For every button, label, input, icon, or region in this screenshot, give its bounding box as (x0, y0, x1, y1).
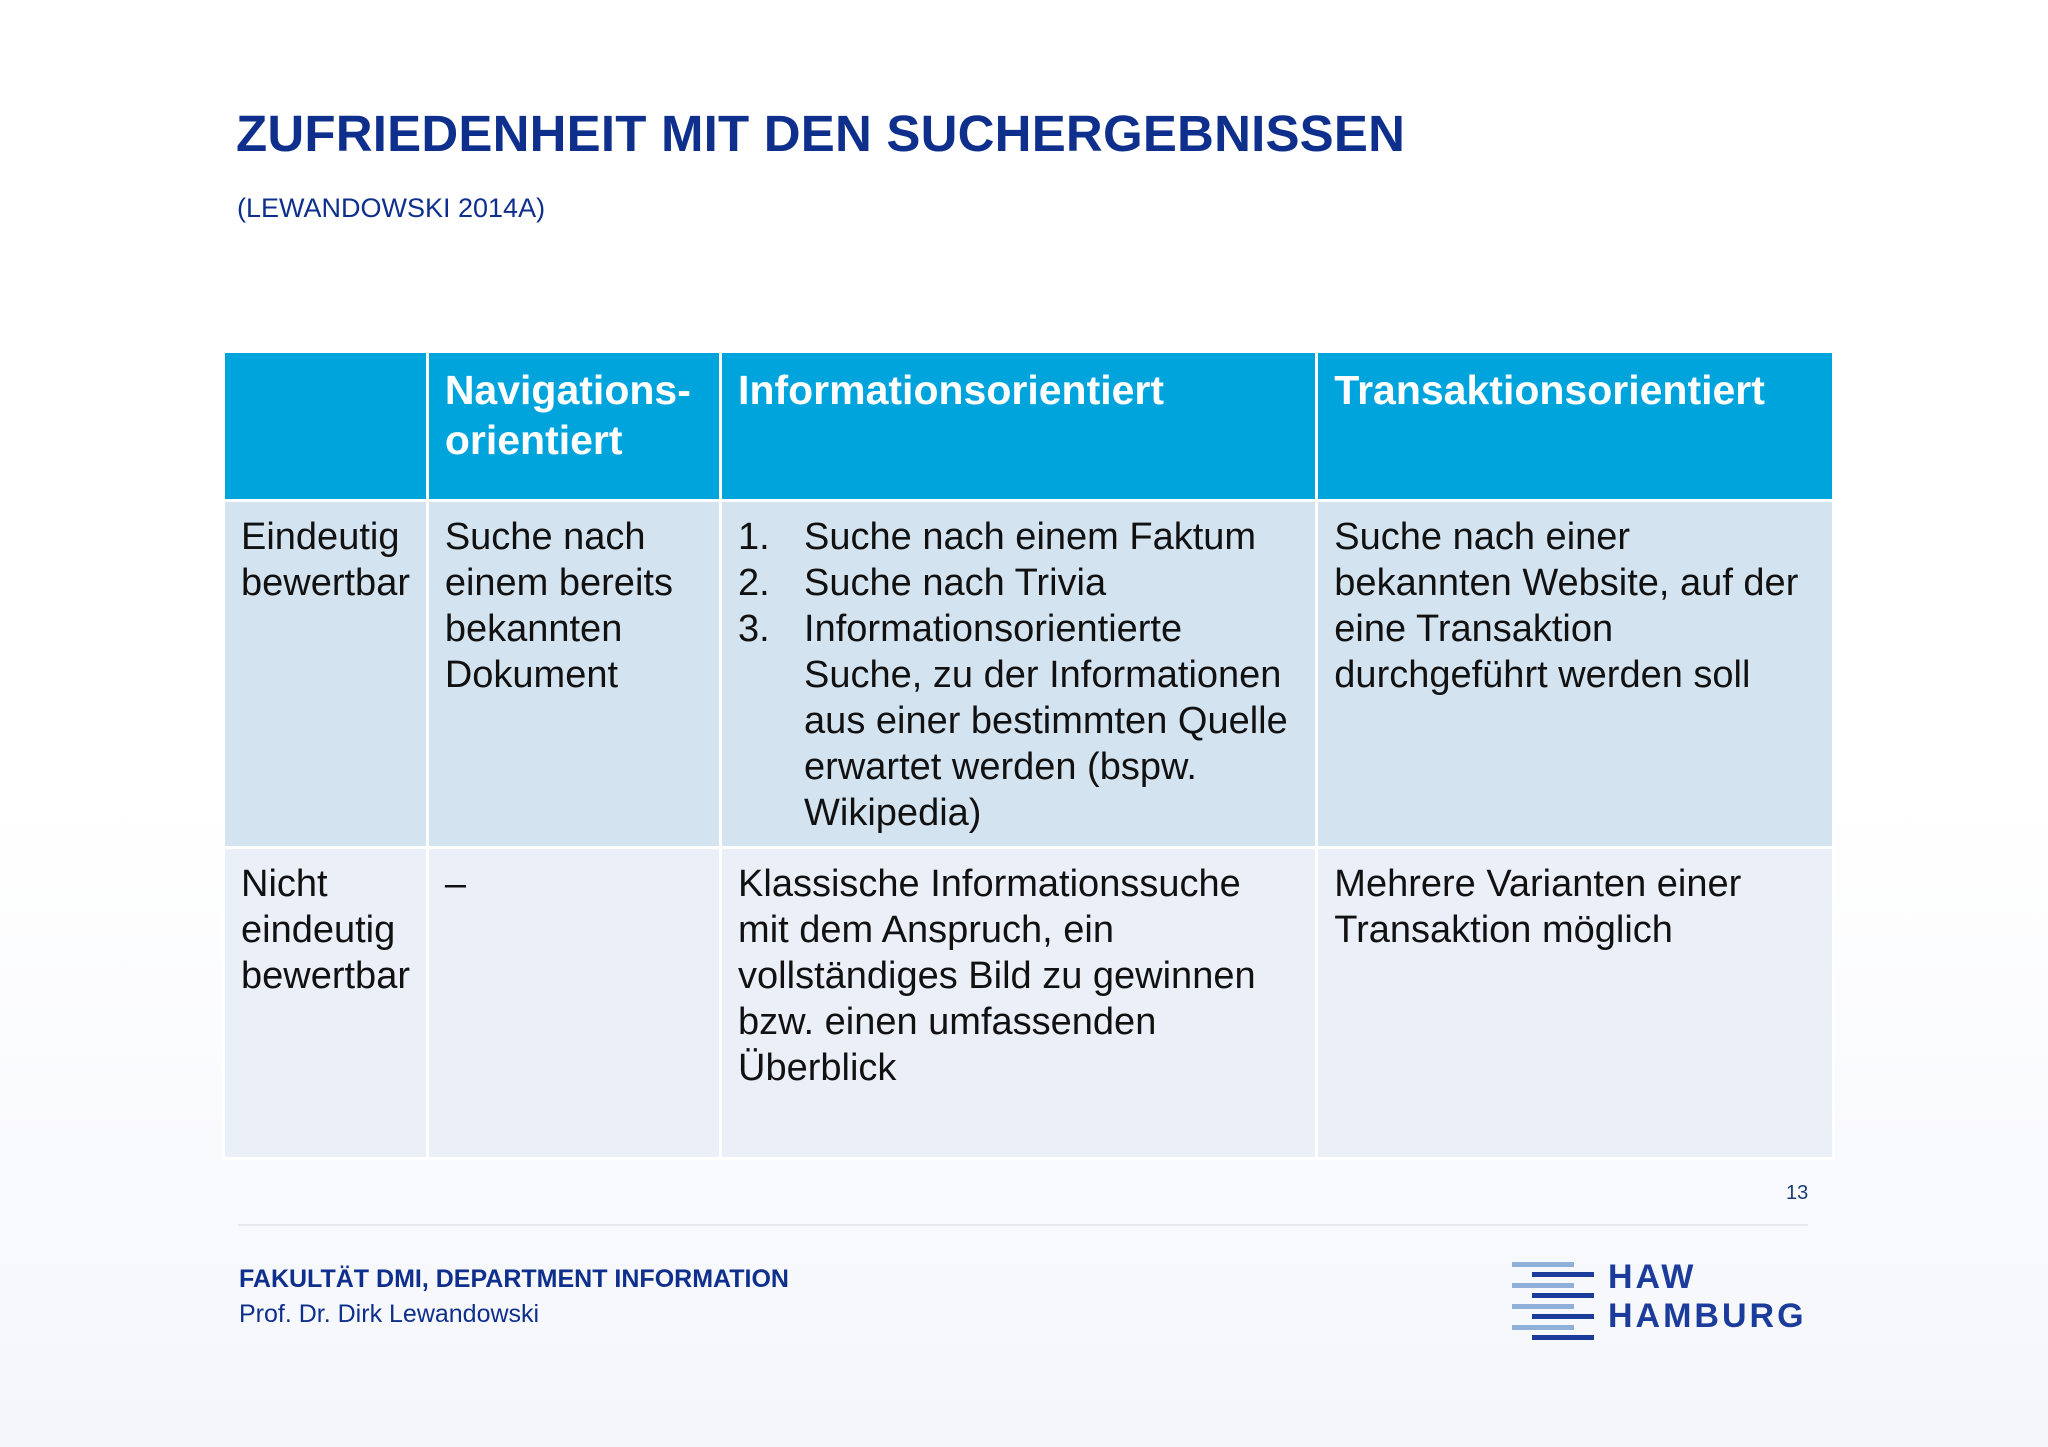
list-item (738, 560, 1299, 606)
query-type-table (222, 350, 1835, 1160)
row-label-line2: eindeutig (241, 909, 396, 951)
footer-divider (238, 1224, 1808, 1226)
haw-logo-mark-icon (1512, 1258, 1594, 1342)
haw-hamburg-logo (1512, 1258, 1812, 1342)
header-navigational-line1: Navigations- (444, 367, 691, 413)
table-row (224, 501, 1834, 848)
list-item-number: 2. (738, 562, 770, 604)
table-row (224, 848, 1834, 1159)
list-item (738, 514, 1299, 560)
footer-author: Prof. Dr. Dirk Lewandowski (239, 1300, 540, 1328)
row-label-line1: Eindeutig (241, 516, 400, 558)
header-navigational-line2: orientiert (444, 417, 623, 463)
list-item-number: 3. (738, 608, 770, 650)
cell-informational (721, 501, 1317, 848)
cell-transactional: Suche nach einer bekannten Website, auf der eine Transaktion durchgeführt werden soll (1317, 501, 1834, 848)
list-item-text: Suche nach Trivia (804, 562, 1107, 604)
header-empty-cell (224, 352, 428, 501)
table-header-row (224, 352, 1834, 501)
row-label-clearly-assessable (224, 501, 428, 848)
row-label-line2: bewertbar (241, 562, 410, 604)
logo-line2: HAMBURG (1608, 1297, 1807, 1335)
slide-subtitle: (LEWANDOWSKI 2014A) (237, 193, 546, 223)
footer-department: FAKULTÄT DMI, DEPARTMENT INFORMATION (239, 1265, 789, 1293)
cell-navigational: Suche nach einem bereits bekannten Dokument (427, 501, 720, 848)
cell-transactional: Mehrere Varianten einer Transaktion möglich (1317, 848, 1834, 1159)
page-number: 13 (1786, 1182, 1809, 1204)
header-transactional: Transaktionsorientiert (1317, 352, 1834, 501)
header-navigational (427, 352, 720, 501)
row-label-line1: Nicht (241, 863, 328, 905)
haw-logo-wordmark (1608, 1258, 1807, 1336)
cell-informational: Klassische Informationssuche mit dem Anspruch, ein vollständiges Bild zu gewinnen bzw. einen umfassenden Überblick (721, 848, 1317, 1159)
slide-title: ZUFRIEDENHEIT MIT DEN SUCHERGEBNISSEN (236, 105, 1406, 162)
informational-numbered-list (738, 514, 1299, 836)
row-label-not-clearly-assessable (224, 848, 428, 1159)
cell-navigational: – (427, 848, 720, 1159)
list-item-text: Suche nach einem Faktum (804, 516, 1257, 558)
logo-line1: HAW (1608, 1258, 1697, 1296)
list-item (738, 606, 1299, 836)
row-label-line3: bewertbar (241, 955, 410, 997)
header-informational: Informationsorientiert (721, 352, 1317, 501)
list-item-text: Informationsorientierte Suche, zu der Informationen aus einer bestimmten Quelle erwartet werden (bspw. Wikipedia) (804, 608, 1288, 834)
list-item-number: 1. (738, 516, 770, 558)
